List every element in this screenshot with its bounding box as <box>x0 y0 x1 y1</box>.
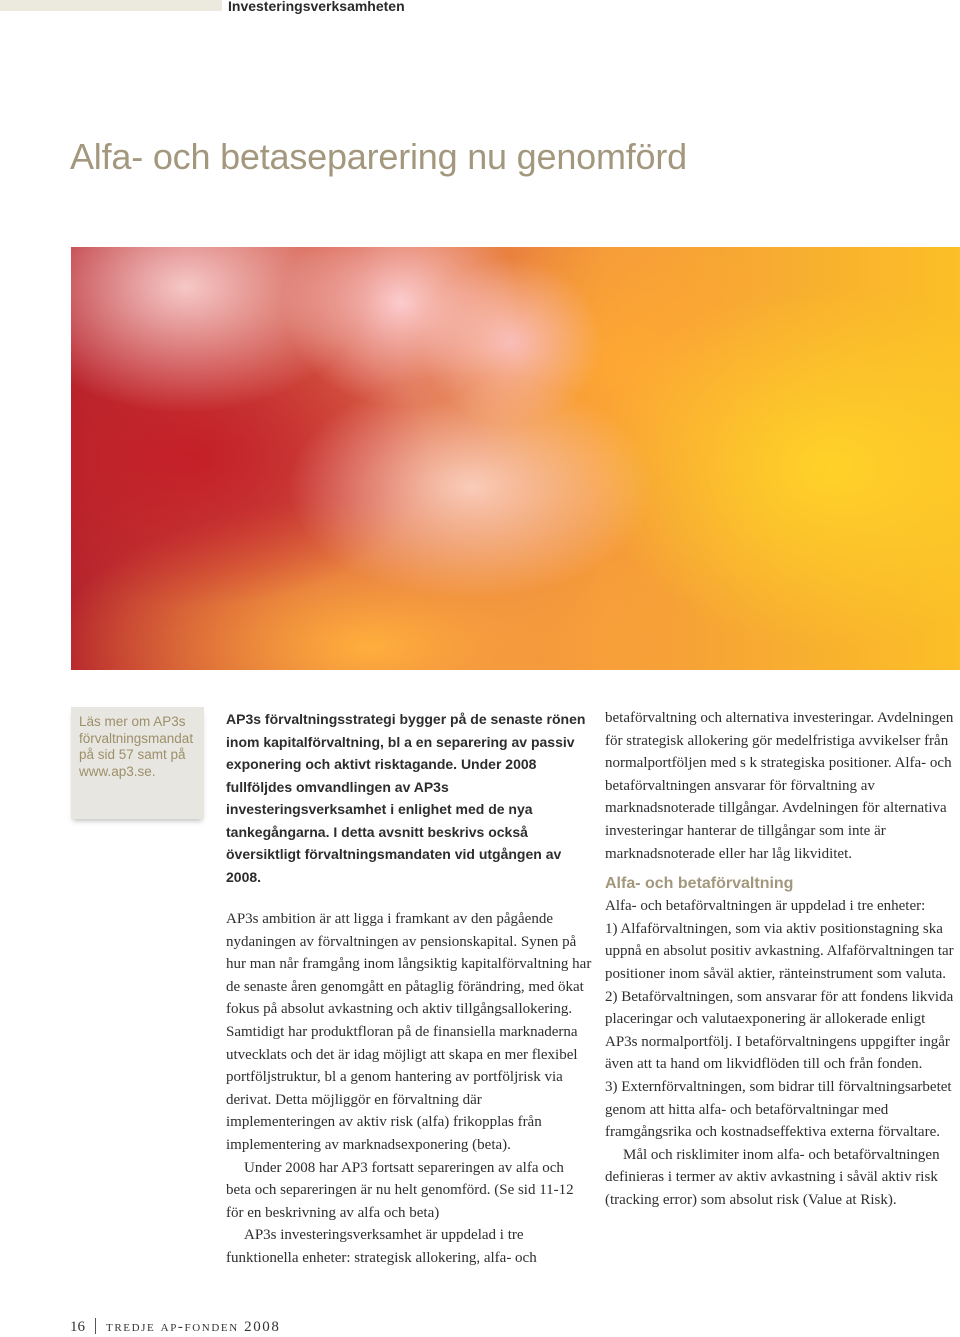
list-item-3: 3) Externförvaltningen, som bidrar till förvaltningsarbetet genom att hitta alfa- och betaförvaltningar med framgångsrika och kostnadseffektiva externa förvaltare. <box>605 1078 952 1141</box>
body-paragraph-2: Under 2008 har AP3 fortsatt separeringen av alfa och beta och separeringen är nu helt genomförd. (Se sid 11-12 för en beskrivning av alfa och beta) <box>226 1159 574 1221</box>
lead-paragraph: AP3s förvaltningsstrategi bygger på de senaste rönen inom kapitalförvaltning, bl a en separering av passiv exponering och aktivt risktagande. Under 2008 fullföljdes omvandlingen av AP3s investeringsverksamhet i enlighet med de nya tankegångarna. I detta avsnitt beskrivs också översiktligt förvaltningsmandaten vid utgången av 2008. <box>226 711 586 885</box>
page-title: Alfa- och betaseparering nu genomförd <box>70 136 687 177</box>
body-paragraph-goals: Mål och risklimiter inom alfa- och betaförvaltningen definieras i termer av aktiv avkastning i såväl aktiv risk (tracking error) som absolut risk (Value at Risk). <box>605 1146 940 1208</box>
sidebar-note <box>71 707 204 819</box>
sidebar-note-text: Läs mer om AP3s förvaltningsmandat på sid 57 samt på www.ap3.se. <box>79 714 194 779</box>
body-paragraph-1: AP3s ambition är att ligga i framkant av den pågående nydaningen av förvaltningen av pensionskapital. Synen på hur man når framgång inom långsiktig kapitalförvaltning har de senaste åren genomgått en påtaglig förändring, med ökat fokus på absolut avkastning och aktiv tillgångsallokering. Samtidigt har produktfloran på de finansiella marknaderna utvecklats och det är idag möjligt att skapa en mer flexibel portföljstruktur, bl a genom hantering av portföljrisk via derivat. Detta möjliggör en förvaltning där implementeringen av aktiv risk (alfa) frikopplas från implementering av marknadsexponering (beta). <box>226 911 592 1153</box>
list-item-1: 1) Alfaförvaltningen, som via aktiv positionstagning ska uppnå en absolut positiv avkastning. Alfaförvaltningen tar positioner inom såväl aktier, ränteinstrument som valuta. <box>605 920 954 982</box>
body-paragraph-3: AP3s investeringsverksamhet är uppdelad i tre funktionella enheter: strategisk allokering, alfa- och <box>226 1227 537 1266</box>
publication-title: tredje ap-fonden 2008 <box>106 1319 281 1335</box>
subheading-alfa-beta: Alfa- och betaförvaltning <box>605 875 794 893</box>
section-title: Investeringsverksamheten <box>228 0 405 14</box>
hero-photo <box>71 247 960 670</box>
list-item-2: 2) Betaförvaltningen, som ansvarar för att fondens likvida placeringar och valutaexponering är allokerade enligt AP3s normalportfölj. I betaförvaltningens uppgifter ingår även att ta hand om likvidflöden till och från fonden. <box>605 988 954 1073</box>
page-number: 16 <box>70 1319 85 1335</box>
section-header-bar <box>0 0 222 11</box>
footer-divider <box>95 1318 96 1334</box>
body-paragraph-units: Alfa- och betaförvaltningen är uppdelad i tre enheter: <box>605 898 926 915</box>
column-right <box>605 707 960 1211</box>
page-footer <box>70 1318 281 1336</box>
column-middle <box>226 708 592 1270</box>
body-paragraph-intro: betaförvaltning och alternativa investeringar. Avdelningen för strategisk allokering gör medelfristiga avvikelser från normalportföljen med s k strategiska positioner. Alfa- och betaförvaltningen ansvarar för förvaltning av marknadsnoterade tillgångar. Avdelningen för alternativa investeringar hanterar de tillgångar som inte är marknadsnoterade eller har låg likviditet. <box>605 710 954 862</box>
